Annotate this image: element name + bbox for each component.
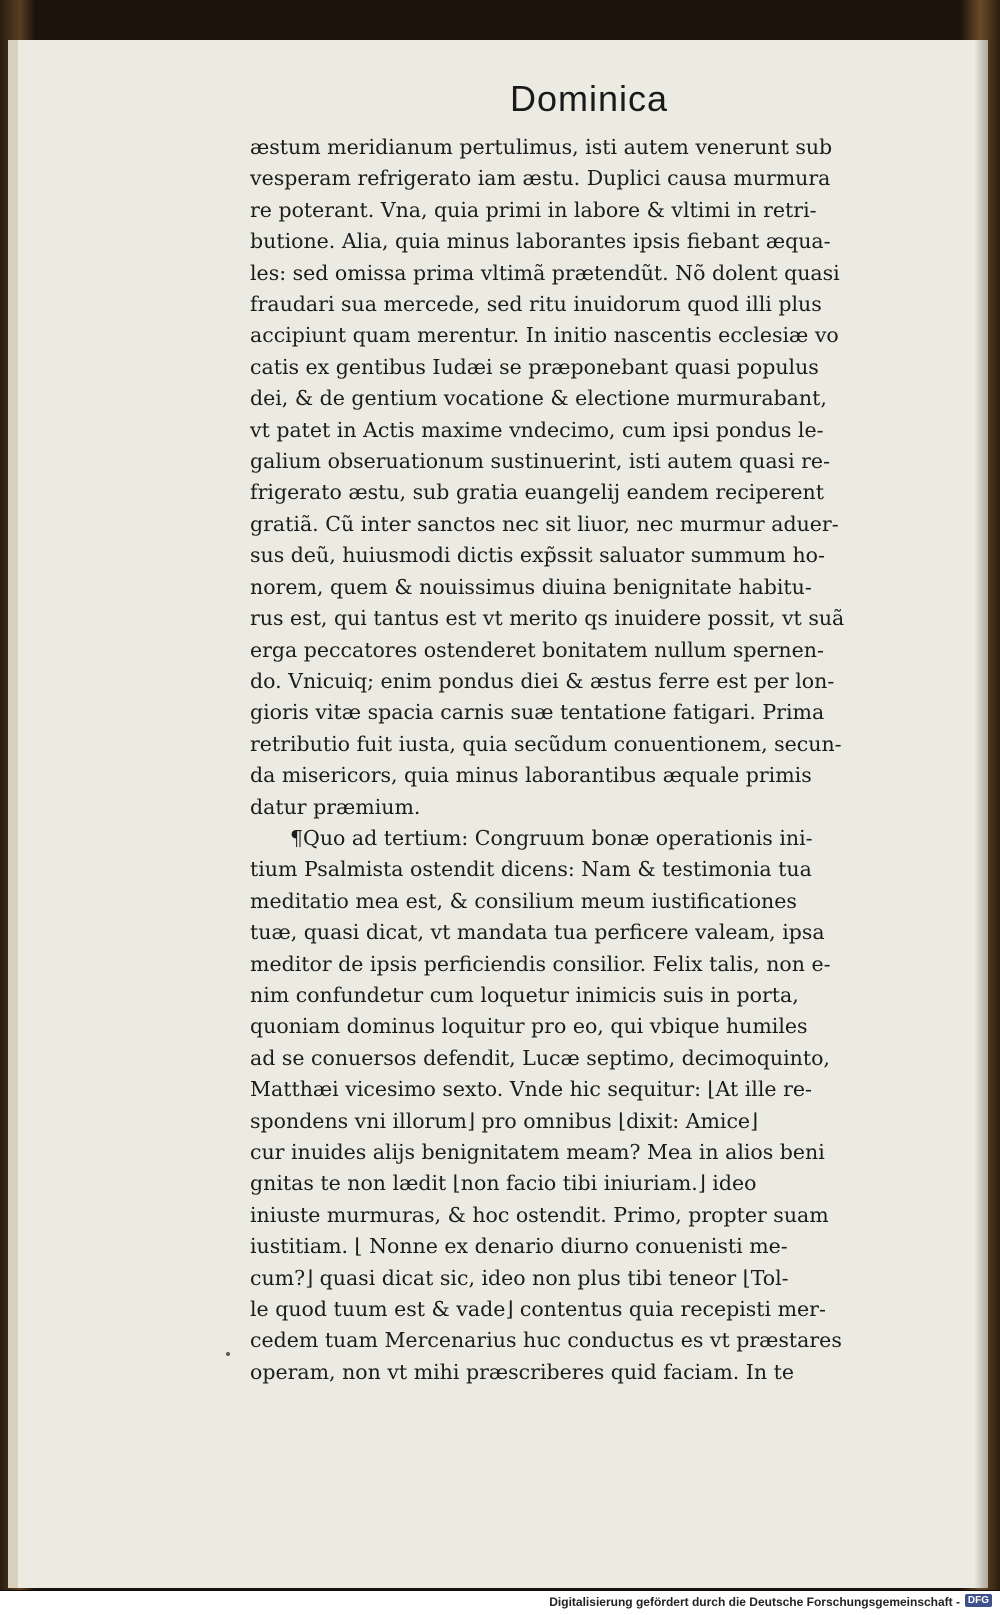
footer-bar: [0, 1591, 1000, 1615]
text-line: retributio fuit iusta, quia secũdum conuentionem, secun-: [250, 731, 842, 756]
text-line: meditatio mea est, & consilium meum iustificationes: [250, 888, 797, 913]
margin-mark: [226, 1352, 230, 1356]
text-line: sus deũ, huiusmodi dictis exp̃ssit saluator summum ho-: [250, 543, 825, 568]
text-line: les: sed omissa prima vltimã prætendũt. Nõ dolent quasi: [250, 260, 840, 285]
text-line: tium Psalmista ostendit dicens: Nam & testimonia tua: [250, 857, 812, 882]
text-line: re poterant. Vna, quia primi in labore & vltimi in retri-: [250, 197, 817, 222]
text-line: cedem tuam Mercenarius huc conductus es vt præstares: [250, 1328, 842, 1353]
text-line: æstum meridianum pertulimus, isti autem venerunt sub: [250, 135, 833, 159]
text-line: norem, quem & nouissimus diuina benignitate habitu-: [250, 574, 812, 599]
running-head: Dominica: [510, 78, 669, 119]
text-line: gioris vitæ spacia carnis suæ tentatione fatigari. Prima: [250, 700, 825, 725]
page-edge-shadow: [974, 40, 988, 1588]
text-line: iniuste murmuras, & hoc ostendit. Primo, propter suam: [250, 1202, 829, 1227]
text-line: meditor de ipsis perficiendis consilior. Felix talis, non e-: [250, 951, 831, 976]
text-line: galium obseruationum sustinuerint, isti autem quasi re-: [250, 449, 830, 474]
text-line: ad se conuersos defendit, Lucæ septimo, decimoquinto,: [250, 1045, 830, 1070]
text-line: quoniam dominus loquitur pro eo, qui vbique humiles: [250, 1014, 808, 1039]
text-line: catis ex gentibus Iudæi se præponebant quasi populus: [250, 354, 819, 379]
text-line: da misericors, quia minus laborantibus æquale primis: [250, 763, 812, 788]
text-line: cum?⌋ quasi dicat sic, ideo non plus tibi teneor ⌊Tol-: [250, 1265, 789, 1290]
text-line: cur inuides alijs benignitatem meam? Mea in alios beni: [250, 1140, 825, 1164]
text-line: spondens vni illorum⌋ pro omnibus ⌊dixit: Amice⌋: [250, 1108, 759, 1133]
dfg-logo: DFG: [965, 1594, 992, 1607]
funding-credit: Digitalisierung gefördert durch die Deutsche Forschungsgemeinschaft -: [549, 1595, 960, 1609]
text-line: operam, non vt mihi præscriberes quid faciam. In te: [250, 1359, 794, 1384]
text-line: butione. Alia, quia minus laborantes ipsis fiebant æqua-: [250, 229, 831, 254]
text-line: dei, & de gentium vocatione & electione murmurabant,: [250, 386, 827, 411]
text-line: rus est, qui tantus est vt merito qs inuidere possit, vt suã: [250, 606, 845, 631]
text-line: datur præmium.: [250, 794, 421, 819]
text-line: gnitas te non lædit ⌊non facio tibi iniuriam.⌋ ideo: [250, 1171, 757, 1196]
body-text: [250, 132, 950, 1388]
text-line: accipiunt quam merentur. In initio nascentis ecclesiæ vo: [250, 323, 839, 348]
text-line: ¶Quo ad tertium: Congruum bonæ operationis ini-: [290, 825, 813, 850]
text-line: tuæ, quasi dicat, vt mandata tua perficere valeam, ipsa: [250, 920, 825, 945]
text-line: gratiã. Cũ inter sanctos nec sit liuor, nec murmur aduer-: [250, 511, 839, 536]
text-line: erga peccatores ostenderet bonitatem nullum spernen-: [250, 637, 824, 662]
text-line: iustitiam. ⌊ Nonne ex denario diurno conuenisti me-: [250, 1234, 788, 1259]
text-line: nim confundetur cum loquetur inimicis suis in porta,: [250, 982, 799, 1007]
text-line: le quod tuum est & vade⌋ contentus quia recepisti mer-: [250, 1297, 826, 1322]
text-line: fraudari sua mercede, sed ritu inuidorum quod illi plus: [250, 292, 822, 317]
text-line: vt patet in Actis maxime vndecimo, cum ipsi pondus le-: [250, 417, 824, 442]
text-line: do. Vnicuiq; enim pondus diei & æstus ferre est per lon-: [250, 668, 835, 693]
text-line: frigerato æstu, sub gratia euangelij eandem reciperent: [250, 480, 824, 505]
text-line: Matthæi vicesimo sexto. Vnde hic sequitur: ⌊At ille re-: [250, 1077, 812, 1102]
text-line: vesperam refrigerato iam æstu. Duplici causa murmura: [250, 166, 831, 191]
